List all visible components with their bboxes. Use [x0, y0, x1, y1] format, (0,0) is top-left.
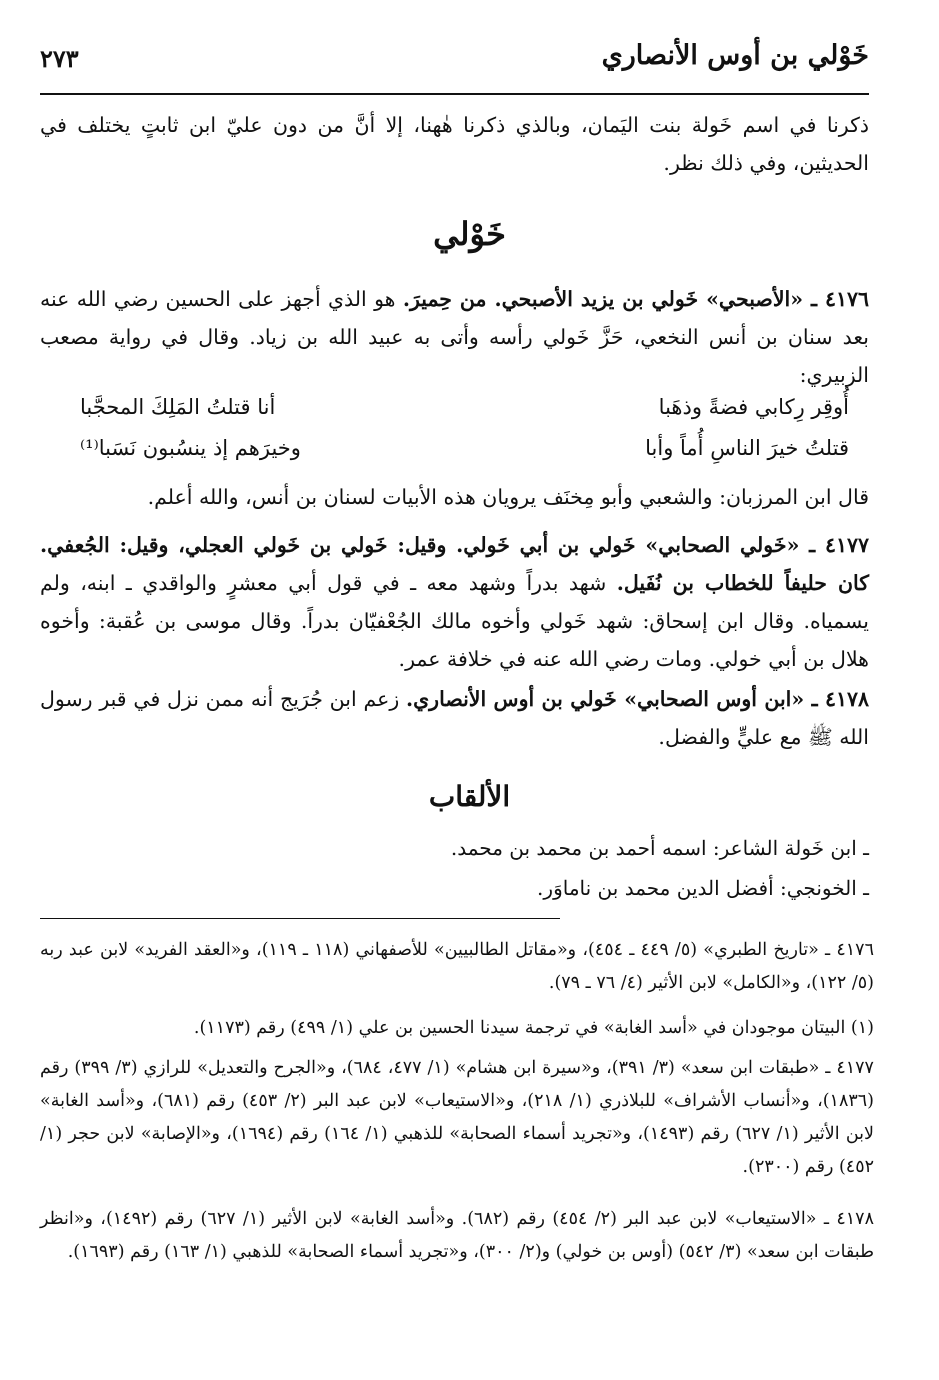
verse-2-right: قتلتُ خيرَ الناسِ أُماً وأبا: [645, 436, 849, 460]
footnote-rule: [40, 918, 560, 919]
verse-1-right: أُوقِر رِكابي فضةً وذهَبا: [658, 395, 849, 419]
footnote-1: [40, 1012, 874, 1045]
verse-2-left: وخيرَهم إذ ينسُبون نَسَبا⁽¹⁾: [80, 436, 301, 460]
intro-text: ذكرنا في اسم خَولة بنت اليَمان، وبالذي ذكرنا هٰهنا، إلا أنَّ من دون عليّ ابن ثابتٍ يختلف في الحديثين، وفي ذلك نظر.: [40, 113, 869, 175]
entry-4177-title: ٤١٧٧ ـ «خَولي الصحابي» خَولي بن أبي خَولي. وقيل: خَولي بن خَولي العجلي، وقيل: الجُعفي. كان حليفاً للخطاب بن نُفَيل.: [40, 533, 870, 595]
after-verse-paragraph: [40, 478, 869, 516]
footnote-text: ٤١٧٧ ـ «طبقات ابن سعد» (٣/ ٣٩١)، و«سيرة ابن هشام» (١/ ٤٧٧، ٦٨٤)، و«الجرح والتعديل» للرازي (٣/ ٣٩٩) رقم (١٨٣٦)، و«أنساب الأشراف» للبلاذري (١/ ٢١٨)، و«الاستيعاب» لابن عبد البر (٢/ ٤٥٣) رقم (٦٨١)، و«أسد الغابة» لابن الأثير (١/ ٦٢٧) رقم (١٤٩٣)، و«تجريد أسماء الصحابة» للذهبي (١/ ١٦٤) رقم (١٦٩٤)، و«الإصابة» لابن حجر (١/ ٤٥٢) رقم (٢٣٠٠).: [40, 1058, 875, 1177]
page-number: ٢٧٣: [40, 44, 79, 73]
entry-4176: [40, 280, 869, 394]
entry-4177: [40, 526, 869, 678]
verse-line-2: [80, 436, 849, 476]
footnote-text: (١) البيتان موجودان في «أسد الغابة» في ترجمة سيدنا الحسين بن علي (١/ ٤٩٩) رقم (١١٧٣).: [193, 1018, 874, 1038]
footnote-text: ٤١٧٨ ـ «الاستيعاب» لابن عبد البر (٢/ ٤٥٤) رقم (٦٨٢). و«أسد الغابة» لابن الأثير (١/ ٦٢٧) رقم (١٤٩٢)، و«انظر طبقات ابن سعد» (٣/ ٥٤٢) (أوس بن خولي) و(٢/ ٣٠٠)، و«تجريد أسماء الصحابة» للذهبي (١/ ١٦٣) رقم (١٦٩٣).: [40, 1209, 874, 1262]
footnote-4178: [40, 1203, 874, 1269]
verse-line-1: [80, 395, 849, 435]
verse-1-left: أنا قتلتُ المَلِكَ المحجَّبا: [80, 395, 276, 419]
footnote-4176: [40, 934, 874, 1000]
alqab-heading: الألقاب: [428, 780, 511, 813]
alqab-item: ـ الخونجي: أفضل الدين محمد بن ناماوَر.: [537, 876, 869, 900]
alqab-item: ـ ابن خَولة الشاعر: اسمه أحمد بن محمد بن محمد.: [450, 836, 869, 860]
after-verse-text: قال ابن المرزبان: والشعبي وأبو مِخنَف يرويان هذه الأبيات لسنان بن أنس، والله أعلم.: [147, 485, 869, 509]
entry-4177-text: شهد بدراً وشهد معه ـ في قول أبي معشرٍ والواقدي ـ ابنه، ولم يسمياه. وقال ابن إسحاق: شهد خَولي وأخوه مالك الجُعْفيّان بدراً. وقال موسى بن عُقبة: وأخوه هلال بن أبي خولي. ومات رضي الله عنه في خلافة عمر.: [40, 571, 869, 671]
section-heading: خَوْلي: [433, 215, 506, 253]
entry-4178-title: ٤١٧٨ ـ «ابن أوس الصحابي» خَولي بن أوس الأنصاري.: [405, 687, 869, 711]
header-rule: [40, 93, 869, 95]
running-title: خَوْلي بن أوس الأنصاري: [601, 40, 869, 71]
entry-4178: [40, 680, 869, 756]
intro-paragraph: [40, 106, 869, 182]
entry-4176-title: ٤١٧٦ ـ «الأصبحي» خَولي بن يزيد الأصبحي. من حِميرَ.: [402, 287, 869, 311]
entry-4178-text: زعم ابن جُرَيج أنه ممن نزل في قبر رسول الله ﷺ مع عليٍّ والفضل.: [40, 687, 869, 749]
entry-4176-text: هو الذي أجهز على الحسين رضي الله عنه بعد سنان بن أنس النخعي، حَزَّ خَولي رأسه وأتى به عبيد الله بن زياد. وقال في رواية مصعب الزبيري:: [40, 287, 869, 387]
footnote-4177: [40, 1052, 874, 1184]
footnote-text: ٤١٧٦ ـ «تاريخ الطبري» (٥/ ٤٤٩ ـ ٤٥٤)، و«مقاتل الطالبيين» للأصفهاني (١١٨ ـ ١١٩)، و«العقد الفريد» لابن عبد ربه (٥/ ١٢٢)، و«الكامل» لابن الأثير (٤/ ٧٦ ـ ٧٩).: [40, 940, 874, 993]
